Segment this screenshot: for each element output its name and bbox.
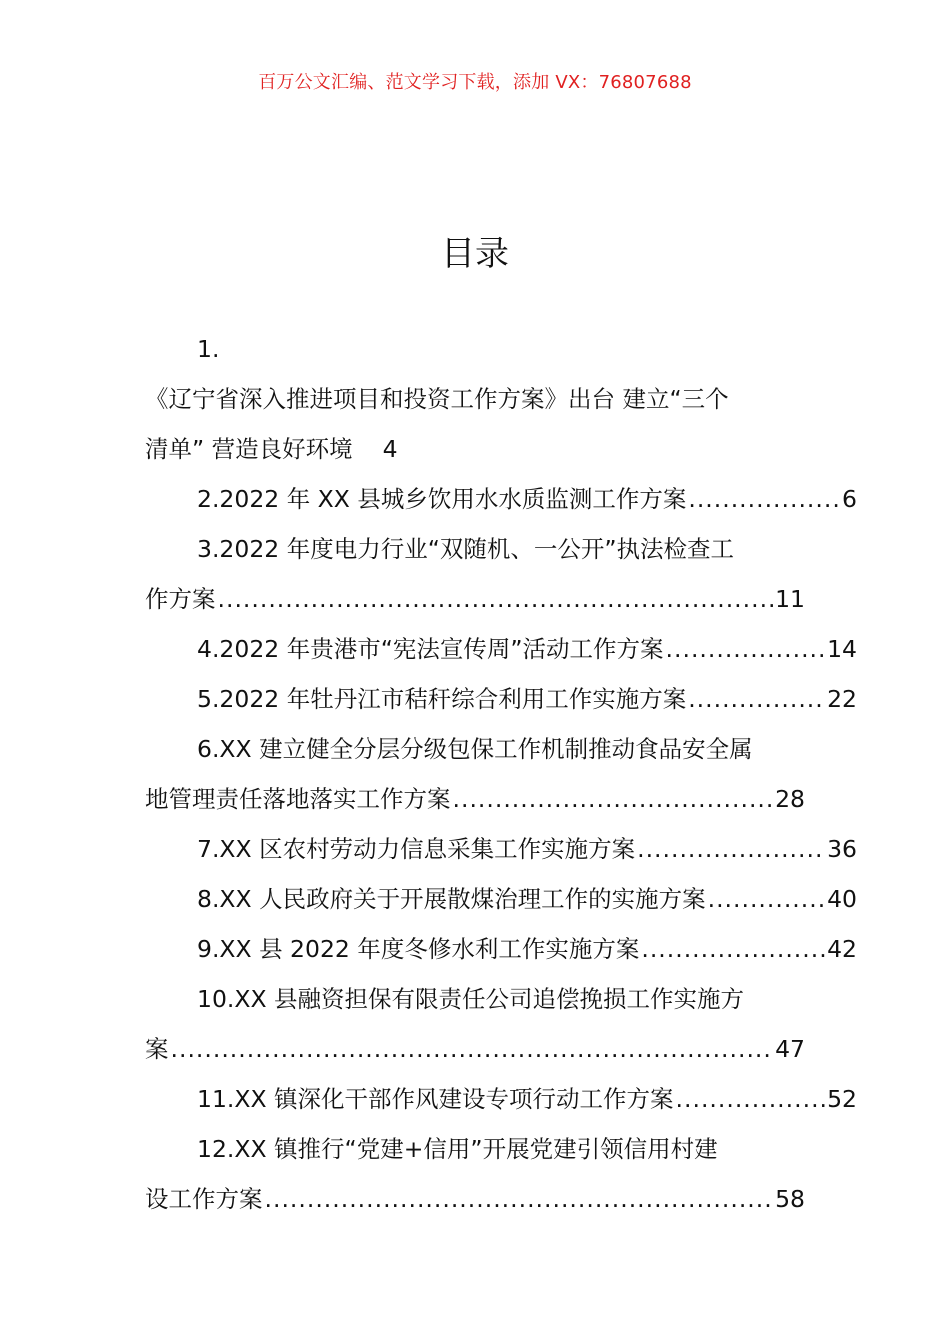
- toc-entry-1-number: 1.: [197, 335, 220, 363]
- toc-entry-4-page: 14: [827, 635, 857, 663]
- toc-entry-9-page: 42: [827, 935, 857, 963]
- toc-entry-3-title-line: 3.2022 年度电力行业“双随机、一公开”执法检查工: [197, 535, 735, 563]
- toc-entry-5-title: 5.2022 年牡丹江市秸秆综合利用工作实施方案: [197, 685, 687, 713]
- toc-entry-5-page: 22: [827, 685, 857, 713]
- toc-entry-9: [145, 924, 857, 974]
- toc-entry-11-title: 11.XX 镇深化干部作风建设专项行动工作方案: [197, 1085, 674, 1113]
- toc-entry-1-title-line: 《辽宁省深入推进项目和投资工作方案》出台 建立“三个: [145, 385, 729, 413]
- toc-entry-10-title-end: 案: [145, 1035, 169, 1063]
- toc-entry-6-title-line: 6.XX 建立健全分层分级包保工作机制推动食品安全属: [197, 735, 753, 763]
- toc-entry-6-page: 28: [775, 785, 805, 813]
- toc-entry-10-page: 47: [775, 1035, 805, 1063]
- toc-entry-2-page: 6: [842, 485, 857, 513]
- toc-entry-6-title-end: 地管理责任落地落实工作方案: [145, 785, 451, 813]
- toc-entry-7-title: 7.XX 区农村劳动力信息采集工作实施方案: [197, 835, 636, 863]
- toc-entry-3-page: 11: [775, 585, 805, 613]
- toc-entry-1-last-line: [145, 424, 805, 474]
- page-title: 目录: [441, 234, 509, 274]
- toc-entry-11-page: 52: [827, 1085, 857, 1113]
- toc-entry-12-last-line: [145, 1174, 805, 1224]
- toc-entry-4-title: 4.2022 年贵港市“宪法宣传周”活动工作方案: [197, 635, 664, 663]
- toc-entry-9-title: 9.XX 县 2022 年度冬修水利工作实施方案: [197, 935, 640, 963]
- toc-entry-12-page: 58: [775, 1185, 805, 1213]
- toc-entry-2: [145, 474, 857, 524]
- toc-entry-10-last-line: [145, 1024, 805, 1074]
- toc-entry-12-title-line: 12.XX 镇推行“党建+信用”开展党建引领信用村建: [197, 1135, 718, 1163]
- toc-entry-8-page: 40: [827, 885, 857, 913]
- toc-entry-1-page: 4: [382, 435, 398, 463]
- toc-entry-11: [145, 1074, 857, 1124]
- toc-entry-10-title-line: 10.XX 县融资担保有限责任公司追偿挽损工作实施方: [197, 985, 745, 1013]
- toc-entry-3-title-end: 作方案: [145, 585, 216, 613]
- toc-entry-1-title-end: 清单” 营造良好环境: [145, 435, 353, 463]
- toc-entry-7: [145, 824, 857, 874]
- toc-entry-8: [145, 874, 857, 924]
- toc-entry-2-title: 2.2022 年 XX 县城乡饮用水水质监测工作方案: [197, 485, 687, 513]
- toc-entry-5: [145, 674, 857, 724]
- toc-entry-6-last-line: [145, 774, 805, 824]
- toc-entry-7-page: 36: [827, 835, 857, 863]
- toc-entry-12-title-end: 设工作方案: [145, 1185, 263, 1213]
- toc-entry-8-title: 8.XX 人民政府关于开展散煤治理工作的实施方案: [197, 885, 706, 913]
- toc-entry-3-last-line: [145, 574, 805, 624]
- toc-entry-4: [145, 624, 857, 674]
- table-of-contents: [145, 324, 857, 1224]
- watermark-header: 百万公文汇编、范文学习下载，添加 VX：76807688: [258, 72, 692, 93]
